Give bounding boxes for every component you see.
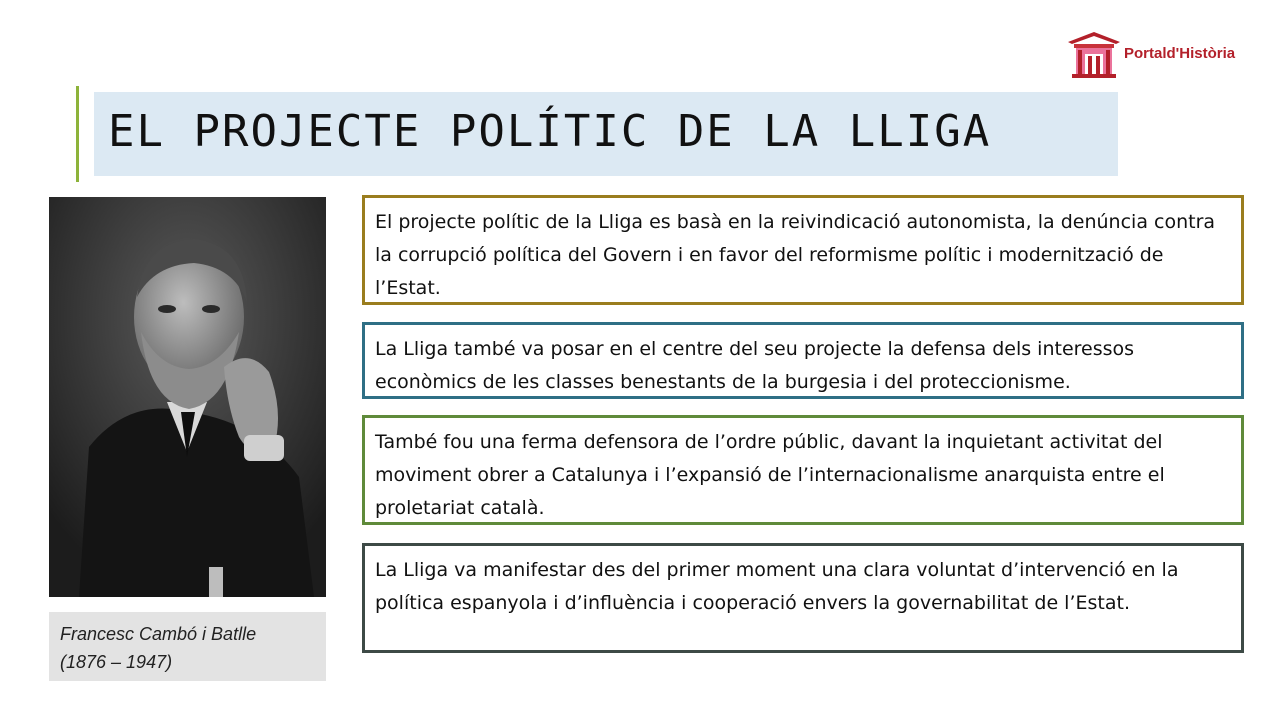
title-accent-bar	[76, 86, 79, 182]
portrait-caption-dates: (1876 – 1947)	[60, 652, 173, 672]
text-box-4-content: La Lliga va manifestar des del primer moment una clara voluntat d’intervenció en la política espanyola i d’influència i cooperació envers la governabilitat de l’Estat.	[375, 559, 1179, 614]
text-box-1-content: El projecte polític de la Lliga es basà en la reivindicació autonomista, la denúncia contra la corrupció política del Govern i en favor del reformisme polític i modernització de l’Estat.	[375, 211, 1216, 299]
portrait-photo	[49, 197, 326, 597]
text-box-3	[362, 415, 1244, 525]
text-box-4	[362, 543, 1244, 653]
portrait-caption-name: Francesc Cambó i Batlle	[60, 624, 257, 644]
logo-text: Portald'Història	[1124, 45, 1236, 62]
slide-title: EL PROJECTE POLÍTIC DE LA LLIGA	[108, 106, 992, 157]
text-box-2	[362, 322, 1244, 399]
text-box-1	[362, 195, 1244, 305]
text-box-2-content: La Lliga també va posar en el centre del seu projecte la defensa dels interessos econòmics de les classes benestants de la burgesia i del proteccionisme.	[375, 338, 1135, 393]
portrait-image	[49, 197, 326, 597]
text-box-3-content: També fou una ferma defensora de l’ordre públic, davant la inquietant activitat del moviment obrer a Catalunya i l’expansió de l’internacionalisme anarquista entre el proletariat català.	[375, 431, 1165, 519]
house-icon	[1064, 30, 1124, 80]
